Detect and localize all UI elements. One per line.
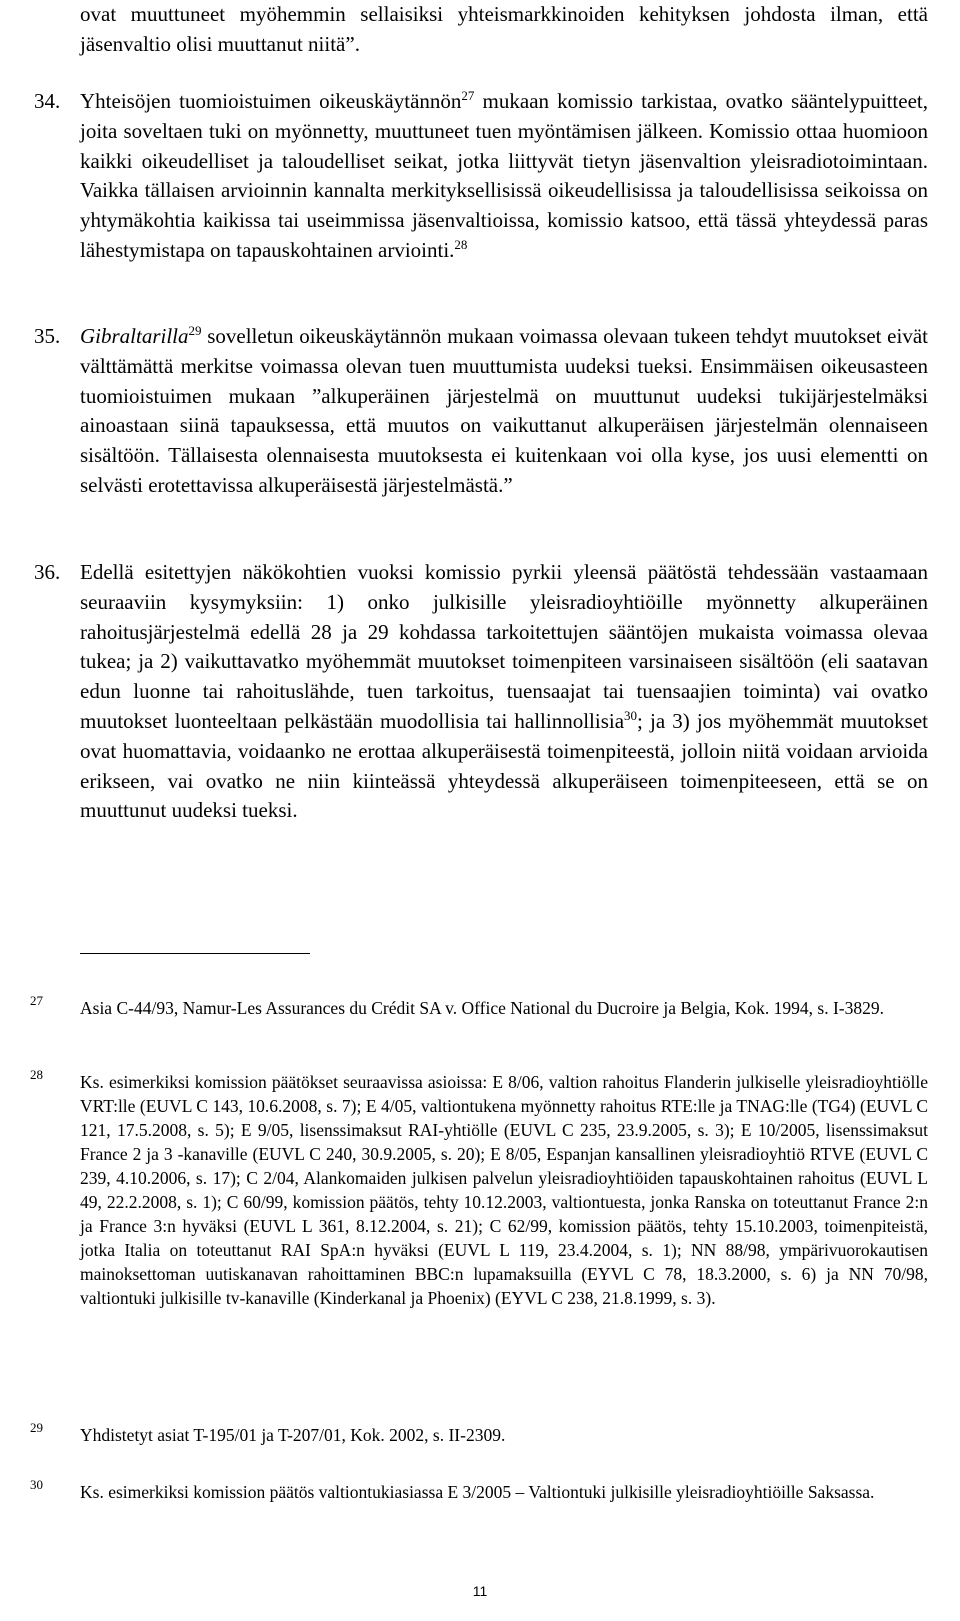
footnote-28: Ks. esimerkiksi komission päätökset seuraavissa asioissa: E 8/06, valtion rahoitus Flanderin julkiselle yleisradioyhtiölle VRT:lle (EUVL C 143, 10.6.2008, s. 7); E 4/05, valtiontukena myönnetty rahoitus RTE:lle ja TNAG:lle (TG4) (EUVL C 121, 17.5.2008, s. 5); E 9/05, lisenssimaksut RAI-yhtiölle (EUVL C 235, 23.9.2005, s. 3); E 10/2005, lisenssimaksut France 2 ja 3 -kanaville (EUVL C 240, 30.9.2005, s. 20); E 8/05, Espanjan kansallinen yleisradioyhtiö RTVE (EUVL C 239, 4.10.2006, s. 17); C 2/04, Alankomaiden julkisen palvelun yleisradioyhtiöiden tapauskohtainen rahoitus (EUVL L 49, 22.2.2008, s. 1); C 60/99, komission päätös, tehty 10.12.2003, valtiontuesta, jonka Ranska on toteuttanut France 2:n ja France 3:n hyväksi (EUVL L 361, 8.12.2004, s. 21); C 62/99, komission päätös, tehty 15.10.2003, toimenpiteistä, jotka Italia on toteuttanut RAI SpA:n hyväksi (EUVL L 119, 23.4.2004, s. 1); NN 88/98, ympärivuorokautisen mainoksettoman uutiskanavan rahoittaminen BBC:n lupamaksuilla (EYVL C 78, 18.3.2000, s. 6) ja NN 70/98, valtiontuki julkisille tv-kanaville (Kinderkanal ja Phoenix) (EYVL C 238, 21.8.1999, s. 3). bbox=[80, 1072, 928, 1308]
footnote-ref-28[interactable]: 28 bbox=[454, 236, 468, 252]
footnote-30: Ks. esimerkiksi komission päätös valtiontukiasiassa E 3/2005 – Valtiontuki julkisille yleisradioyhtiöille Saksassa. bbox=[80, 1482, 875, 1502]
paragraph-number-35: 35. bbox=[34, 324, 61, 348]
paragraph-number-34: 34. bbox=[34, 89, 61, 113]
paragraph-35: Gibraltarilla$^{29}$ sovelletun oikeuskäytännön mukaan voimassa olevaan tukeen tehdyt muutokset eivät välttämättä merkitse voimassa olevan tuen muuttumista uudeksi tueksi. Ensimmäisen oikeusasteen tuomioistuimen mukaan ”alkuperäinen järjestelmä on muuttunut uudeksi tukijärjestelmäksi ainoastaan siinä tapauksessa, että muutos on vaikuttanut alkuperäisen järjestelmän olennaiseen sisältöön. Tällaisesta olennaisesta muutoksesta ei kuitenkaan voi olla kyse, jos uusi elementti on selvästi erotettavissa alkuperäisestä järjestelmästä.” bbox=[80, 323, 928, 497]
paragraph-36: Edellä esitettyjen näkökohtien vuoksi komissio pyrkii yleensä päätöstä tehdessään vastaamaan seuraaviin kysymyksiin: 1) onko julkisille yleisradioyhtiöille myönnetty alkuperäinen rahoitusjärjestelmä edellä 28 ja 29 kohdassa tarkoitettujen sääntöjen mukaista voimassa olevaa tukea; ja 2) vaikuttavatko myöhemmät muutokset toimenpiteen varsinaiseen sisältöön (eli saatavan edun luonne tai rahoituslähde, tuen tarkoitus, tuensaajat tai tuensaajien toiminta) vai ovatko muutokset luonteeltaan pelkästään muodollisia tai hallinnollisia$^{30}$; ja 3) jos myöhemmät muutokset ovat huomattavia, voidaanko ne erottaa alkuperäisestä toimenpiteestä, jolloin niitä voidaan arvioida erikseen, vai ovatko ne niin kiinteässä yhteydessä alkuperäiseen toimenpiteeseen, että se on muuttunut uudeksi tueksi. bbox=[80, 560, 928, 823]
footnote-number: 28 bbox=[30, 1067, 43, 1082]
footnote-ref-27[interactable]: 27 bbox=[461, 88, 475, 103]
paragraph-34: Yhteisöjen tuomioistuimen oikeuskäytännön$^{27}$ mukaan komissio tarkistaa, ovatko sääntelypuitteet, joita soveltaen tuki on myönnetty, muuttuneet tuen myöntämisen jälkeen. Komissio ottaa huomioon kaikki oikeudelliset ja taloudelliset seikat, jotka liittyvät tietyn jäsenvaltion yleisradiotoimintaan. Vaikka tällaisen arvioinnin kannalta merkityksellisissä oikeudellisissa ja taloudellisissa seikoissa on yhtymäkohtia kaikissa tai useimmissa jäsenvaltioissa, komissio katsoo, että tässä yhteydessä paras lähestymistapa on tapauskohtainen arviointi.$^{28}$ bbox=[80, 88, 928, 262]
footnote-ref-29[interactable]: 29 bbox=[188, 323, 202, 338]
footnote-separator bbox=[80, 953, 310, 954]
footnote-29: Yhdistetyt asiat T-195/01 ja T-207/01, Kok. 2002, s. II-2309. bbox=[80, 1425, 506, 1445]
footnote-number: 27 bbox=[30, 993, 43, 1008]
paragraph-number-36: 36. bbox=[34, 560, 61, 584]
page-number: 11 bbox=[472, 1583, 488, 1599]
footnote-ref-30[interactable]: 30 bbox=[624, 707, 638, 723]
continued-paragraph: ovat muuttuneet myöhemmin sellaisiksi yhteismarkkinoiden kehityksen johdosta ilman, että jäsenvaltio olisi muuttanut niitä”. bbox=[80, 2, 928, 56]
footnote-number: 29 bbox=[30, 1420, 43, 1435]
footnote-number: 30 bbox=[30, 1477, 43, 1492]
footnote-27: Asia C-44/93, Namur-Les Assurances du Crédit SA v. Office National du Ducroire ja Belgia, Kok. 1994, s. I-3829. bbox=[80, 998, 885, 1018]
